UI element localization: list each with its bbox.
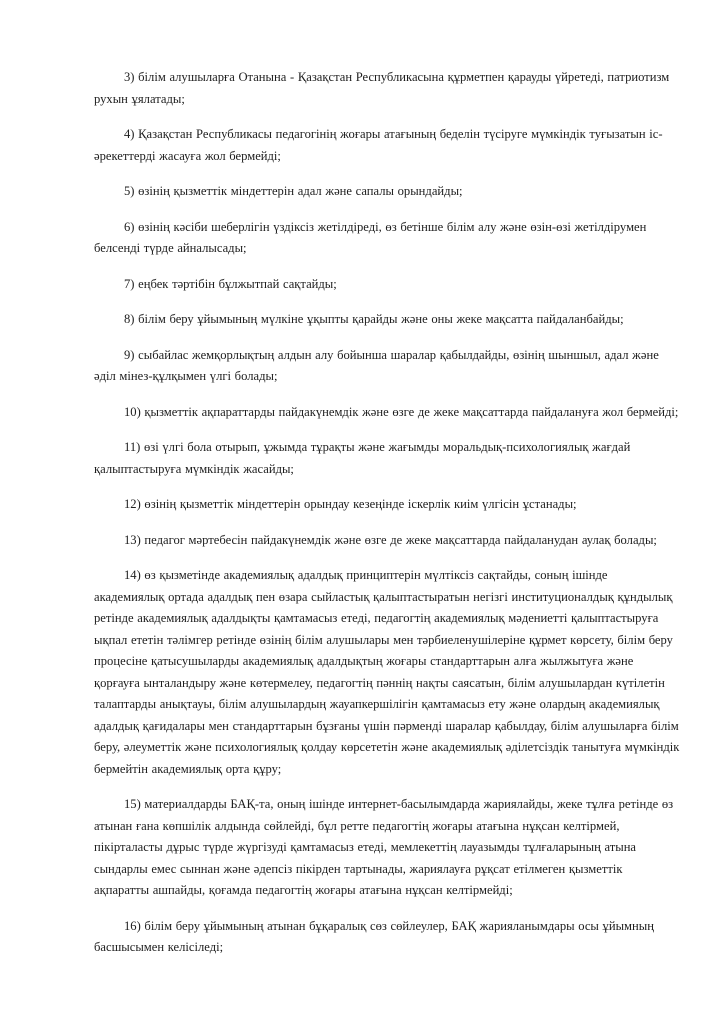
paragraph: 9) сыбайлас жемқорлықтың алдын алу бойынша шаралар қабылдайды, өзінің шыншыл, адал және әділ мінез-құлқымен үлгі болады; (94, 347, 659, 383)
paragraph: 12) өзінің қызметтік міндеттерін орындау кезеңінде іскерлік киім үлгісін ұстанады; (124, 497, 577, 511)
paragraph: 6) өзінің кәсіби шеберлігін үздіксіз жетілдіреді, өз бетінше білім алу және өзін-өзі жетілдірумен белсенді түрде айналысады; (94, 219, 647, 255)
paragraph: 10) қызметтік ақпараттарды пайдакүнемдік және өзге де жеке мақсаттарда пайдалануға жол бермейді; (124, 404, 679, 419)
paragraph: 13) педагог мәртебесін пайдакүнемдік және өзге де жеке мақсаттарда пайдаланудан аулақ болады; (124, 532, 657, 547)
paragraph: 7) еңбек тәртібін бұлжытпай сақтайды; (124, 276, 337, 291)
paragraph: 3) білім алушыларға Отанына - Қазақстан Республикасына құрметпен қарауды үйретеді, патриотизм рухын ұялатады; (94, 70, 670, 106)
document-content (94, 67, 680, 973)
paragraph: 5) өзінің қызметтік міндеттерін адал және сапалы орындайды; (124, 184, 463, 198)
paragraph: 15) материалдарды БАҚ-та, оның ішінде интернет-басылымдарда жариялайды, жеке тұлға ретінде өз атынан ғана көпшілік алдында сөйлейді, бұл ретте педагогтің жоғары атағына нұқсан келтірмей, пікірталасты дұрыс түрде жүргізуді қамтамасыз етеді, мемлекеттің лауазымды тұлғаларының атына сындарлы емес сыннан және әдепсіз пікірден тартынады, жариялауға рұқсат етілмеген қызметтік ақпаратты ашпайды, қоғамда педагогтің жоғары атағына нұқсан келтірмейді; (94, 797, 674, 897)
paragraph: 16) білім беру ұйымының атынан бұқаралық сөз сөйлеулер, БАҚ жарияланымдары осы ұйымның басшысымен келісіледі; (94, 918, 654, 954)
paragraph: 14) өз қызметінде академиялық адалдық принциптерін мүлтіксіз сақтайды, соның ішінде академиялық ортада адалдық пен өзара сыйластық қалыптастыратын негізгі институционалдық құндылық ретінде академиялық адалдықты қамтамасыз етеді, педагогтің академиялық мәдениетті қалыптастыруға ықпал ететін тәлімгер ретінде өзінің білім алушылары мен тәрбиеленушілеріне құрмет көрсету, білім беру процесіне қатысушыларды академиялық адалдықтың жоғары стандарттарын алға жылжытуға және қорғауға ынталандыру және көтермелеу, педагогтің пәннің нақты саясатын, білім алушылардан күтілетін талаптарды анықтауы, білім алушылардың жауапкершілігін қамтамасыз ету және олардың академиялық адалдық қағидалары мен стандарттарын бұзғаны үшін пәрменді шаралар қабылдау, білім алушыларға білім беру, әлеуметтік және психологиялық қолдау көрсететін және академиялық әділетсіздік танытуға мүмкіндік бермейтін академиялық орта құру; (94, 568, 680, 776)
paragraph: 11) өзі үлгі бола отырып, ұжымда тұрақты және жағымды моральдық-психологиялық жағдай қалыптастыруға мүмкіндік жасайды; (94, 440, 631, 476)
paragraph: 4) Қазақстан Республикасы педагогінің жоғары атағының беделін түсіруге мүмкіндік туғызатын іс-әрекеттерді жасауға жол бермейді; (94, 127, 663, 163)
paragraph: 8) білім беру ұйымының мүлкіне ұқыпты қарайды және оны жеке мақсатта пайдаланбайды; (124, 312, 624, 326)
